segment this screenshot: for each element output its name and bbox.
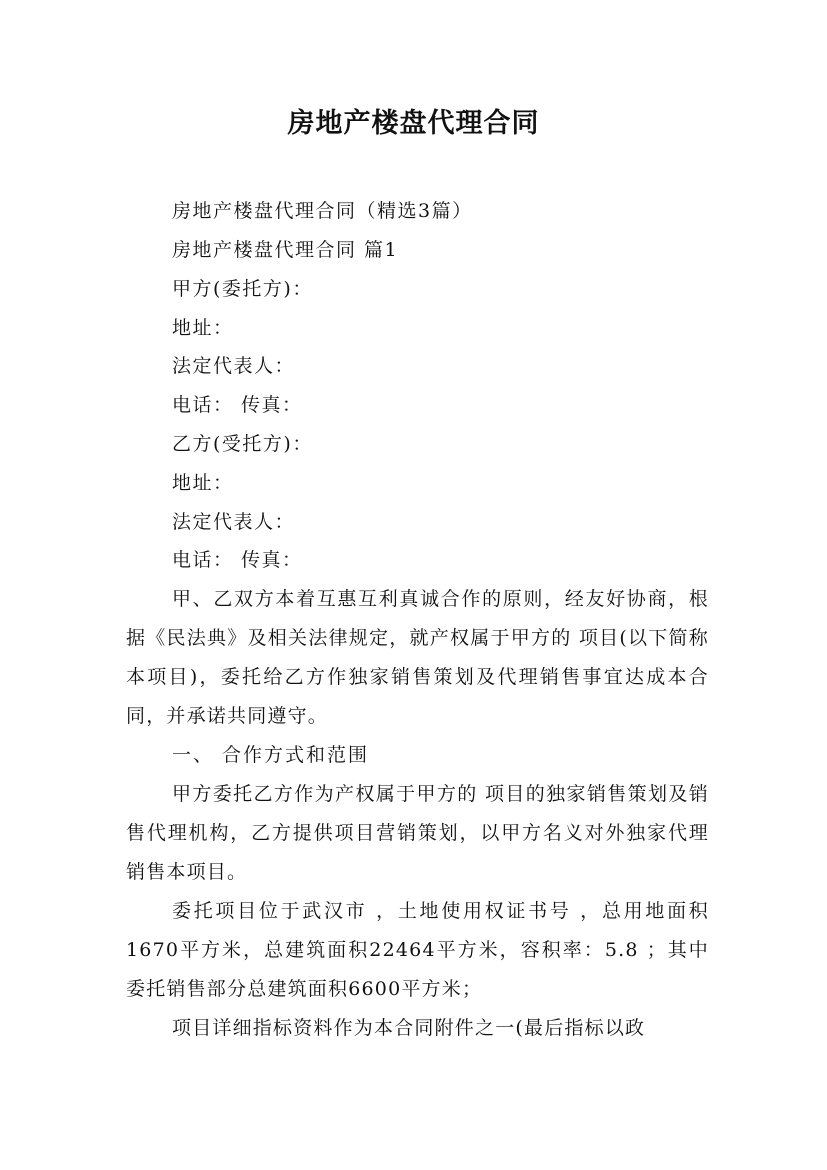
intro-paragraph: 甲、乙双方本着互惠互利真诚合作的原则，经友好协商，根据《民法典》及相关法律规定，就产权属于甲方的 项目(以下简称本项目)，委托给乙方作独家销售策划及代理销售事宜达成本合同，并承诺共同遵守。: [126, 588, 709, 727]
clause-1-paragraph-1: 甲方委托乙方作为产权属于甲方的 项目的独家销售策划及销售代理机构，乙方提供项目营销策划，以甲方名义对外独家代理销售本项目。: [126, 783, 709, 883]
section-title: 房地产楼盘代理合同 篇1: [172, 239, 399, 261]
party-b-address: 地址：: [172, 472, 234, 494]
party-a-address: 地址：: [172, 317, 234, 339]
document-subtitle: 房地产楼盘代理合同（精选3篇）: [172, 200, 473, 222]
document-title: 房地产楼盘代理合同: [287, 108, 540, 139]
party-b-label: 乙方(受托方)：: [172, 433, 313, 455]
party-b-representative: 法定代表人：: [172, 511, 296, 533]
clause-1-paragraph-2: 委托项目位于武汉市 ，土地使用权证书号 ，总用地面积1670平方米，总建筑面积22464平方米，容积率：5.8 ；其中委托销售部分总建筑面积6600平方米；: [126, 900, 709, 1000]
party-a-label: 甲方(委托方)：: [172, 278, 313, 300]
party-a-contact: 电话： 传真：: [172, 394, 303, 416]
clause-1-heading: 一、 合作方式和范围: [172, 744, 370, 766]
party-b-contact: 电话： 传真：: [172, 549, 303, 571]
clause-1-paragraph-3: 项目详细指标资料作为本合同附件之一(最后指标以政: [172, 1017, 646, 1039]
party-a-representative: 法定代表人：: [172, 355, 296, 377]
